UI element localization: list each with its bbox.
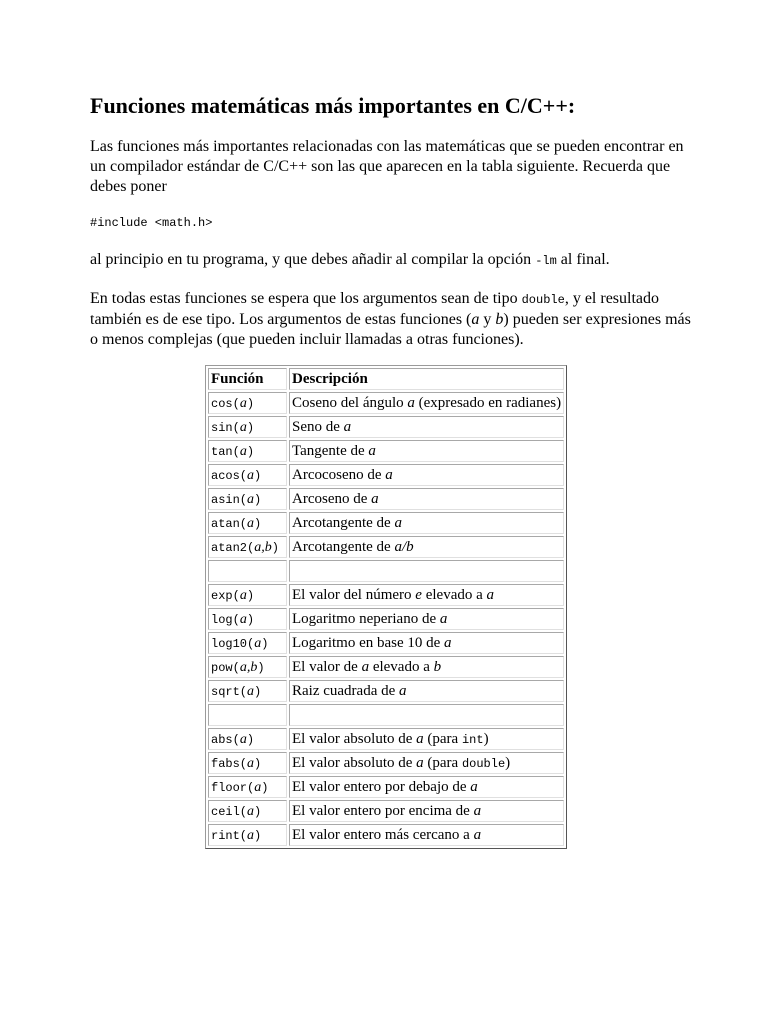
description-segment: Arcotangente de <box>292 514 395 531</box>
function-name: abs( <box>211 732 240 747</box>
compile-text-after: al final. <box>556 251 610 268</box>
description-segment: a <box>368 442 376 459</box>
function-close: ) <box>246 396 255 411</box>
function-cell <box>208 464 287 486</box>
description-segment: El valor entero más cercano a <box>292 826 474 843</box>
header-description: Descripción <box>289 368 564 390</box>
page-title: Funciones matemáticas más importantes en C/C++: <box>90 93 576 118</box>
function-args: a <box>239 395 247 411</box>
description-segment: El valor entero por encima de <box>292 802 474 819</box>
function-close: ) <box>254 516 262 531</box>
description-segment: a <box>385 466 393 483</box>
function-args: a <box>239 611 247 627</box>
function-cell <box>208 392 287 414</box>
description-segment: ) <box>505 754 511 771</box>
function-close: ) <box>254 828 262 843</box>
table-row <box>208 512 564 534</box>
description-cell <box>289 536 564 558</box>
function-close: ) <box>246 732 255 747</box>
function-name: atan2( <box>211 540 255 555</box>
description-segment: (para <box>423 730 462 747</box>
description-segment: Coseno del ángulo <box>292 394 408 411</box>
function-name: sqrt( <box>211 684 248 699</box>
function-cell <box>208 776 287 798</box>
description-segment: a <box>399 682 407 699</box>
include-code <box>90 212 700 233</box>
description-segment: a <box>444 634 452 651</box>
function-name: atan( <box>211 516 248 531</box>
description-segment: a <box>394 514 402 531</box>
function-name: exp( <box>211 588 240 603</box>
function-name: log( <box>211 612 240 627</box>
description-segment: a <box>470 778 478 795</box>
description-cell <box>289 392 564 414</box>
function-name: fabs( <box>211 756 248 771</box>
arg-a: a <box>471 311 480 328</box>
compile-text-before: al principio en tu programa, y que debes añadir al compilar la opción <box>90 251 536 268</box>
function-args: a <box>254 779 262 795</box>
table-row <box>208 824 564 846</box>
description-cell <box>289 560 564 582</box>
description-segment: a <box>371 490 379 507</box>
function-name: acos( <box>211 468 248 483</box>
function-cell <box>208 680 287 702</box>
function-name: sin( <box>211 420 240 435</box>
description-cell <box>289 512 564 534</box>
function-name: log10( <box>211 636 255 651</box>
function-cell <box>208 728 287 750</box>
description-cell <box>289 752 564 774</box>
description-segment: double <box>461 756 506 771</box>
function-name: rint( <box>211 828 248 843</box>
arguments-text-3: y <box>479 311 496 328</box>
functions-table <box>205 365 567 849</box>
table-row <box>208 632 564 654</box>
function-cell <box>208 488 287 510</box>
description-segment: e <box>415 586 422 603</box>
table-row <box>208 752 564 774</box>
function-close: ) <box>254 468 262 483</box>
description-segment: a <box>473 826 482 843</box>
function-cell <box>208 704 287 726</box>
function-close: ) <box>254 684 262 699</box>
function-args: a <box>247 827 255 843</box>
table-row <box>208 656 564 678</box>
function-close: ) <box>261 636 269 651</box>
description-segment: Arcoseno de <box>292 490 372 507</box>
description-cell <box>289 800 564 822</box>
description-cell <box>289 416 564 438</box>
description-cell <box>289 680 564 702</box>
description-segment: elevado a <box>369 658 434 675</box>
function-args: a <box>254 635 262 651</box>
arg-b: b <box>495 311 504 328</box>
intro-paragraph: Las funciones más importantes relacionadas con las matemáticas que se pueden encontrar en un compilador estándar de C/C++ son las que aparecen en la tabla siguiente. Recuerda que debes poner <box>90 138 684 195</box>
description-segment: a <box>439 610 448 627</box>
function-name: cos( <box>211 396 240 411</box>
description-segment: Logaritmo en base 10 de <box>292 634 445 651</box>
table-row <box>208 800 564 822</box>
description-cell <box>289 776 564 798</box>
description-segment: ) <box>483 730 489 747</box>
function-args: a <box>247 515 255 531</box>
description-cell <box>289 584 564 606</box>
description-segment: (expresado en radianes) <box>414 394 562 411</box>
function-cell <box>208 752 287 774</box>
function-args: a <box>247 467 255 483</box>
description-segment: int <box>461 732 484 747</box>
description-segment: elevado a <box>421 586 487 603</box>
compile-option: -lm <box>535 254 557 268</box>
description-segment: El valor de <box>292 658 362 675</box>
description-segment: a <box>416 730 424 747</box>
function-close: ) <box>246 420 255 435</box>
description-segment: Tangente de <box>292 442 369 459</box>
table-row <box>208 680 564 702</box>
header-function: Función <box>208 368 287 390</box>
table-separator-row <box>208 560 564 582</box>
function-cell <box>208 824 287 846</box>
table-row <box>208 440 564 462</box>
description-cell <box>289 704 564 726</box>
description-segment: a <box>486 586 495 603</box>
description-segment: El valor absoluto de <box>292 730 417 747</box>
function-close: ) <box>254 756 262 771</box>
description-cell <box>289 632 564 654</box>
description-segment: El valor absoluto de <box>292 754 417 771</box>
description-segment: Arcocoseno de <box>292 466 386 483</box>
table-row <box>208 728 564 750</box>
function-args: a <box>247 803 255 819</box>
table-separator-row <box>208 704 564 726</box>
function-name: floor( <box>211 780 255 795</box>
function-args: a <box>247 491 255 507</box>
function-name: pow( <box>211 660 240 675</box>
arguments-paragraph <box>90 289 700 350</box>
function-close: ) <box>246 612 255 627</box>
function-args: a <box>239 731 247 747</box>
function-args: a <box>239 443 247 459</box>
description-segment: El valor del número <box>292 586 416 603</box>
table-row <box>208 416 564 438</box>
function-close: ) <box>246 444 255 459</box>
description-segment: Raiz cuadrada de <box>292 682 400 699</box>
function-cell <box>208 608 287 630</box>
function-cell <box>208 536 287 558</box>
function-cell <box>208 512 287 534</box>
description-segment: a/b <box>394 538 414 555</box>
function-name: ceil( <box>211 804 248 819</box>
table-row <box>208 536 564 558</box>
description-segment: Logaritmo neperiano de <box>292 610 440 627</box>
function-close: ) <box>257 660 265 675</box>
function-close: ) <box>254 492 262 507</box>
description-cell <box>289 464 564 486</box>
table-row <box>208 464 564 486</box>
table-row <box>208 584 564 606</box>
description-segment: Seno de <box>292 418 344 435</box>
description-cell <box>289 656 564 678</box>
table-header-row <box>208 368 564 390</box>
description-segment: a <box>361 658 370 675</box>
function-close: ) <box>254 804 262 819</box>
description-cell <box>289 728 564 750</box>
function-args: a,b <box>254 539 272 555</box>
function-cell <box>208 440 287 462</box>
arguments-text-2: , y el resultado también es de ese tipo. Los argumentos de estas funciones ( <box>90 290 660 328</box>
function-args: a <box>239 419 247 435</box>
table-row <box>208 608 564 630</box>
function-args: a <box>239 587 247 603</box>
function-close: ) <box>261 780 269 795</box>
description-segment: a <box>343 418 352 435</box>
description-segment: El valor entero por debajo de <box>292 778 471 795</box>
description-cell <box>289 488 564 510</box>
function-args: a,b <box>239 659 258 675</box>
function-cell <box>208 584 287 606</box>
description-cell <box>289 608 564 630</box>
include-line: #include <math.h> <box>90 216 213 230</box>
function-cell <box>208 632 287 654</box>
function-name: tan( <box>211 444 240 459</box>
function-name: asin( <box>211 492 248 507</box>
table-row <box>208 776 564 798</box>
function-cell <box>208 416 287 438</box>
description-segment: a <box>473 802 482 819</box>
function-close: ) <box>246 588 255 603</box>
description-cell <box>289 440 564 462</box>
table-row <box>208 488 564 510</box>
function-cell <box>208 800 287 822</box>
description-segment: (para <box>423 754 462 771</box>
table-body <box>208 392 564 846</box>
arguments-text-4: ) pueden ser expresiones más o menos complejas (que pueden incluir llamadas a otras funciones). <box>90 311 691 348</box>
description-segment: b <box>433 658 442 675</box>
description-segment: a <box>416 754 424 771</box>
function-close: ) <box>271 540 279 555</box>
description-cell <box>289 824 564 846</box>
table-row <box>208 392 564 414</box>
type-double: double <box>521 293 565 307</box>
description-segment: Arcotangente de <box>292 538 395 555</box>
compile-paragraph <box>90 250 700 271</box>
arguments-text-1: En todas estas funciones se espera que los argumentos sean de tipo <box>90 290 522 307</box>
description-segment: a <box>407 394 415 411</box>
function-args: a <box>247 683 255 699</box>
function-cell <box>208 560 287 582</box>
function-args: a <box>247 755 255 771</box>
function-cell <box>208 656 287 678</box>
